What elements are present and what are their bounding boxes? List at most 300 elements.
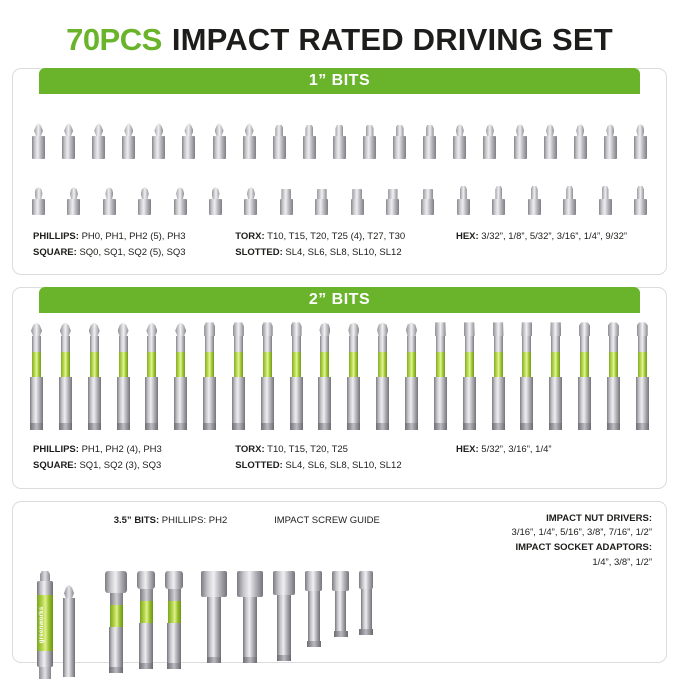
- legend-value: PH0, PH1, PH2 (5), PH3: [81, 231, 186, 242]
- bit-1in: [243, 187, 258, 215]
- hex-shank: [634, 199, 647, 215]
- bit-neck: [320, 336, 329, 352]
- torx-tip-icon: [516, 124, 524, 136]
- bit-2in: [462, 322, 477, 430]
- legend-label: TORX:: [235, 444, 265, 456]
- bit-1in: [491, 186, 506, 215]
- hex-shank: [520, 377, 533, 423]
- torx-tip-icon: [247, 187, 255, 199]
- hex-shank: [528, 199, 541, 215]
- phillips-tip-icon: [215, 123, 224, 136]
- hex-shank: [514, 136, 527, 159]
- shank-end: [145, 423, 158, 430]
- square-tip-icon: [396, 125, 404, 136]
- hex-shank: [174, 199, 187, 215]
- shank-end: [405, 423, 418, 430]
- green-torsion-zone: [32, 352, 41, 377]
- torx-tip-icon: [456, 124, 464, 136]
- shank-end: [203, 423, 216, 430]
- shank-end: [277, 655, 291, 661]
- green-torsion-zone: [407, 352, 416, 377]
- square-tip-icon: [233, 322, 244, 336]
- hex-shank: [434, 377, 447, 423]
- legend-col-drive: [33, 229, 235, 260]
- slotted-tip-icon: [493, 322, 504, 336]
- hex-tip-icon: [566, 186, 573, 199]
- bit-2in: [144, 322, 159, 430]
- adaptor-neck: [110, 593, 123, 605]
- torx-tip-icon: [35, 187, 43, 199]
- bit-2in: [491, 322, 506, 430]
- hex-shank: [232, 377, 245, 423]
- green-torsion-zone: [292, 352, 301, 377]
- hex-shank: [209, 199, 222, 215]
- square-tip-icon: [275, 125, 283, 136]
- bit-1in: [633, 186, 648, 215]
- shank-end: [109, 667, 123, 673]
- torx-tip-icon: [212, 187, 220, 199]
- hex-tip-icon: [579, 322, 590, 336]
- legend-line: [33, 458, 235, 474]
- hex-shank: [207, 597, 221, 657]
- impact-nut-driver: [359, 571, 373, 635]
- green-torsion-zone: [147, 352, 156, 377]
- bit-neck: [522, 336, 531, 352]
- hex-shank: [607, 377, 620, 423]
- shank-end: [376, 423, 389, 430]
- legend-label: PHILLIPS:: [33, 444, 79, 456]
- torx-tip-icon: [606, 124, 614, 136]
- bit-1in: [279, 189, 294, 215]
- shank-end: [463, 423, 476, 430]
- bit-2in: [519, 322, 534, 430]
- bit-2in: [116, 322, 131, 430]
- label-socket-adaptors-value: 1/4”, 3/8”, 1/2”: [592, 556, 652, 568]
- square-tip-icon: [305, 125, 313, 136]
- hex-socket-head: [332, 571, 349, 591]
- hex-shank: [351, 199, 364, 215]
- torx-tip-icon: [546, 124, 554, 136]
- green-torsion-zone: [61, 352, 70, 377]
- legend-label: SLOTTED:: [235, 246, 283, 258]
- accessory-items: [27, 571, 652, 679]
- torx-tip-icon: [486, 124, 494, 136]
- title-text: IMPACT RATED DRIVING SET: [171, 22, 613, 57]
- hex-shank: [634, 136, 647, 159]
- hex-shank: [361, 589, 372, 629]
- legend-col-torx: [235, 442, 456, 473]
- hex-shank: [483, 136, 496, 159]
- hex-shank: [182, 136, 195, 159]
- hex-shank: [67, 199, 80, 215]
- bit-neck: [609, 336, 618, 352]
- socket-adaptor: [137, 571, 155, 669]
- phillips-tip-icon: [64, 123, 73, 136]
- green-torsion-zone: [263, 352, 272, 377]
- bit-neck: [378, 336, 387, 352]
- bit-1in: [598, 186, 613, 215]
- hex-shank: [32, 136, 45, 159]
- bit-1in: [208, 187, 223, 215]
- shank-end: [492, 423, 505, 430]
- hex-tip-icon: [460, 186, 467, 199]
- legend-2-inch: [27, 434, 652, 477]
- phillips-tip-icon: [175, 322, 186, 336]
- bit-1in: [173, 187, 188, 215]
- hex-shank: [167, 623, 181, 663]
- hex-shank: [122, 136, 135, 159]
- shank-end: [318, 423, 331, 430]
- legend-line: [456, 229, 646, 245]
- hex-shank: [103, 199, 116, 215]
- square-drive-head: [105, 571, 127, 593]
- hex-shank: [318, 377, 331, 423]
- green-torsion-zone: [110, 605, 123, 627]
- square-drive-head: [137, 571, 155, 589]
- phillips-tip-icon: [184, 123, 193, 136]
- hex-socket-head: [237, 571, 263, 597]
- hex-shank: [244, 199, 257, 215]
- green-torsion-zone: [609, 352, 618, 377]
- label-socket-adaptors-key: IMPACT SOCKET ADAPTORS:: [515, 542, 652, 554]
- bit-neck: [263, 336, 272, 352]
- legend-1-inch: [27, 221, 652, 264]
- legend-label: HEX:: [455, 231, 479, 242]
- legend-col-torx: [235, 229, 456, 260]
- hex-shank: [376, 377, 389, 423]
- hex-shank: [280, 199, 293, 215]
- legend-value: 5/32”, 3/16”, 1/4”: [481, 444, 552, 456]
- hex-socket-head: [359, 571, 373, 589]
- bit-1in: [212, 123, 227, 159]
- hex-shank: [457, 199, 470, 215]
- torx-tip-icon: [105, 187, 113, 199]
- hex-shank: [213, 136, 226, 159]
- phillips-tip-icon: [245, 123, 254, 136]
- bit-neck: [147, 336, 156, 352]
- bit-1in: [633, 124, 648, 159]
- shank-end: [174, 423, 187, 430]
- hex-shank: [347, 377, 360, 423]
- hex-shank: [63, 598, 75, 677]
- green-torsion-zone: [176, 352, 185, 377]
- bit-1in: [102, 187, 117, 215]
- hex-shank: [363, 136, 376, 159]
- green-torsion-zone: [465, 352, 474, 377]
- hex-shank: [138, 199, 151, 215]
- hex-tip-icon: [637, 322, 648, 336]
- slotted-tip-icon: [435, 322, 446, 336]
- hex-shank: [62, 136, 75, 159]
- hex-shank: [32, 199, 45, 215]
- hex-shank: [421, 199, 434, 215]
- bit-neck: [436, 336, 445, 352]
- torx-tip-icon: [406, 322, 417, 336]
- square-tip-icon: [291, 322, 302, 336]
- impact-nut-driver: [305, 571, 322, 647]
- bit-1in: [392, 125, 407, 159]
- bit-1in: [302, 125, 317, 159]
- bit-1in: [350, 189, 365, 215]
- hex-shank: [243, 136, 256, 159]
- hex-shank: [92, 136, 105, 159]
- torx-tip-icon: [176, 187, 184, 199]
- shank-end: [261, 423, 274, 430]
- bit-neck: [580, 336, 589, 352]
- bit-1in: [66, 187, 81, 215]
- hex-shank: [243, 597, 257, 657]
- bit-neck: [494, 336, 503, 352]
- shank-end: [434, 423, 447, 430]
- socket-adaptor: [105, 571, 127, 673]
- label-nut-drivers-adaptors: [421, 512, 652, 571]
- shank-end: [359, 629, 373, 635]
- shank-end: [334, 631, 348, 637]
- slotted-tip-icon: [388, 189, 398, 199]
- hex-tip-icon: [637, 186, 644, 199]
- hex-shank: [492, 377, 505, 423]
- bit-2in: [317, 322, 332, 430]
- adaptor-neck: [168, 589, 181, 601]
- impact-nut-driver: [273, 571, 295, 661]
- bit-1in: [61, 123, 76, 159]
- hex-socket-head: [201, 571, 227, 597]
- phillips-tip-icon: [154, 123, 163, 136]
- shank-end: [167, 663, 181, 669]
- torx-tip-icon: [377, 322, 388, 336]
- bit-neck: [119, 336, 128, 352]
- bit-2in: [346, 322, 361, 430]
- legend-label: SQUARE:: [33, 246, 77, 258]
- impact-nut-driver: [237, 571, 263, 663]
- legend-line: [235, 442, 456, 458]
- phillips-tip-icon: [94, 123, 103, 136]
- legend-value: SL4, SL6, SL8, SL10, SL12: [285, 246, 402, 258]
- hex-shank: [578, 377, 591, 423]
- hex-shank: [423, 136, 436, 159]
- shank-end: [607, 423, 620, 430]
- legend-value: SQ1, SQ2 (3), SQ3: [79, 460, 162, 472]
- legend-label: SQUARE:: [33, 460, 77, 472]
- slotted-tip-icon: [352, 189, 362, 199]
- bit-1in: [456, 186, 471, 215]
- label-screw-guide-text: IMPACT SCREW GUIDE: [274, 514, 380, 526]
- hex-shank: [393, 136, 406, 159]
- socket-adaptor: [165, 571, 183, 669]
- label-socket-adaptors: [421, 541, 652, 556]
- legend-label: SLOTTED:: [235, 460, 283, 472]
- square-tip-icon: [426, 125, 434, 136]
- legend-line: [33, 229, 235, 245]
- legend-value: PH1, PH2 (4), PH3: [81, 444, 162, 456]
- phillips-tip-icon: [146, 322, 157, 336]
- bit-1in: [362, 125, 377, 159]
- green-torsion-zone: [551, 352, 560, 377]
- guide-collar: [39, 667, 51, 679]
- green-torsion-zone: [140, 601, 153, 623]
- legend-col-hex: [456, 229, 646, 260]
- label-35-bits: [27, 512, 233, 571]
- square-tip-icon: [204, 322, 215, 336]
- hex-shank: [203, 377, 216, 423]
- shank-end: [520, 423, 533, 430]
- bit-2in: [231, 322, 246, 430]
- slotted-tip-icon: [317, 189, 327, 199]
- label-nut-drivers-value: 3/16”, 1/4”, 5/16”, 3/8”, 7/16”, 1/2”: [511, 527, 652, 539]
- torx-tip-icon: [70, 187, 78, 199]
- bit-neck: [205, 336, 214, 352]
- shank-end: [30, 423, 43, 430]
- green-torsion-zone: [168, 601, 181, 623]
- bit-2in: [289, 322, 304, 430]
- hex-shank: [303, 136, 316, 159]
- legend-value: SQ0, SQ1, SQ2 (5), SQ3: [79, 246, 186, 258]
- hex-shank: [290, 377, 303, 423]
- legend-label: HEX:: [455, 444, 479, 456]
- hex-shank: [549, 377, 562, 423]
- shank-end: [636, 423, 649, 430]
- hex-shank: [463, 377, 476, 423]
- torx-tip-icon: [636, 124, 644, 136]
- panel-3-body: [13, 502, 666, 662]
- bit-1in: [272, 125, 287, 159]
- shank-end: [290, 423, 303, 430]
- impact-screw-guide: [33, 571, 57, 679]
- hex-shank: [574, 136, 587, 159]
- bit-neck: [407, 336, 416, 352]
- green-torsion-zone: [494, 352, 503, 377]
- bit-1in: [452, 124, 467, 159]
- phillips-tip-icon: [60, 322, 71, 336]
- bit-2in: [260, 322, 275, 430]
- bit-neck: [551, 336, 560, 352]
- bit-1in: [31, 123, 46, 159]
- legend-value: T10, T15, T20, T25 (4), T27, T30: [267, 231, 406, 242]
- green-torsion-zone: [320, 352, 329, 377]
- hex-shank: [492, 199, 505, 215]
- hex-shank: [174, 377, 187, 423]
- hex-shank: [59, 377, 72, 423]
- bit-1in: [242, 123, 257, 159]
- bit-1in: [527, 186, 542, 215]
- hex-shank: [273, 136, 286, 159]
- bit-1in: [181, 123, 196, 159]
- bit-2in: [606, 322, 621, 430]
- panel-1-inch-bits: [12, 68, 667, 275]
- hex-shank: [453, 136, 466, 159]
- bit-1in: [420, 189, 435, 215]
- square-tip-icon: [335, 125, 343, 136]
- green-torsion-zone: [436, 352, 445, 377]
- panel-2-inch-bits: [12, 287, 667, 488]
- phillips-tip-icon: [64, 585, 74, 599]
- bit-1in: [422, 125, 437, 159]
- impact-nut-driver: [332, 571, 349, 637]
- legend-line: [235, 229, 456, 245]
- phillips-tip-icon: [31, 322, 42, 336]
- bit-neck: [176, 336, 185, 352]
- shank-end: [578, 423, 591, 430]
- hex-shank: [544, 136, 557, 159]
- bit-neck: [234, 336, 243, 352]
- panel-1-body: [13, 69, 666, 274]
- slotted-tip-icon: [464, 322, 475, 336]
- label-35-bits-key: 3.5” BITS:: [113, 514, 160, 526]
- legend-value: T10, T15, T20, T25: [267, 444, 348, 456]
- hex-socket-head: [305, 571, 322, 591]
- slotted-tip-icon: [550, 322, 561, 336]
- hex-shank: [563, 199, 576, 215]
- shank-end: [232, 423, 245, 430]
- hex-shank: [315, 199, 328, 215]
- hex-shank: [405, 377, 418, 423]
- hex-shank: [117, 377, 130, 423]
- bit-row-2: [27, 322, 652, 434]
- bit-neck: [465, 336, 474, 352]
- green-torsion-zone: [90, 352, 99, 377]
- bit-1in: [91, 123, 106, 159]
- hex-tip-icon: [602, 186, 609, 199]
- label-nut-drivers-value-line: [421, 526, 652, 541]
- legend-label: PHILLIPS:: [33, 231, 79, 242]
- bit-neck: [349, 336, 358, 352]
- piece-count: 70PCS: [66, 22, 162, 57]
- bit-row-1b: [27, 163, 652, 215]
- green-torsion-zone: [349, 352, 358, 377]
- shank-end: [549, 423, 562, 430]
- hex-shank: [30, 377, 43, 423]
- hex-shank: [333, 136, 346, 159]
- phillips-tip-icon: [118, 322, 129, 336]
- bit-2in: [577, 322, 592, 430]
- shank-end: [139, 663, 153, 669]
- shank-end: [88, 423, 101, 430]
- bit-2in: [375, 322, 390, 430]
- legend-col-drive: [33, 442, 235, 473]
- hex-socket-head: [273, 571, 295, 595]
- phillips-tip-icon: [34, 123, 43, 136]
- hex-shank: [604, 136, 617, 159]
- label-35-bits-value: PHILLIPS: PH2: [161, 514, 228, 526]
- bit-2in: [87, 322, 102, 430]
- hex-shank: [139, 623, 153, 663]
- green-torsion-zone: [234, 352, 243, 377]
- hex-shank: [109, 627, 123, 667]
- bit-35in-phillips: [61, 585, 77, 677]
- legend-value: SL4, SL6, SL8, SL10, SL12: [285, 460, 402, 472]
- hex-shank: [277, 595, 291, 655]
- label-screw-guide: [233, 512, 421, 571]
- brand-label: greenworks: [37, 606, 45, 643]
- page-title: [0, 0, 679, 68]
- shank-end: [347, 423, 360, 430]
- bit-neck: [32, 336, 41, 352]
- bit-neck: [638, 336, 647, 352]
- accessory-labels: [27, 512, 652, 571]
- panel-2-body: [13, 288, 666, 487]
- legend-label: TORX:: [235, 231, 265, 242]
- bit-2in: [58, 322, 73, 430]
- hex-shank: [261, 377, 274, 423]
- phillips-tip-icon: [124, 123, 133, 136]
- hex-shank: [335, 591, 346, 631]
- label-nut-drivers: [421, 512, 652, 527]
- bit-2in: [548, 322, 563, 430]
- square-drive-head: [165, 571, 183, 589]
- green-torsion-zone: [580, 352, 589, 377]
- legend-line: [235, 245, 456, 261]
- torx-tip-icon: [319, 322, 330, 336]
